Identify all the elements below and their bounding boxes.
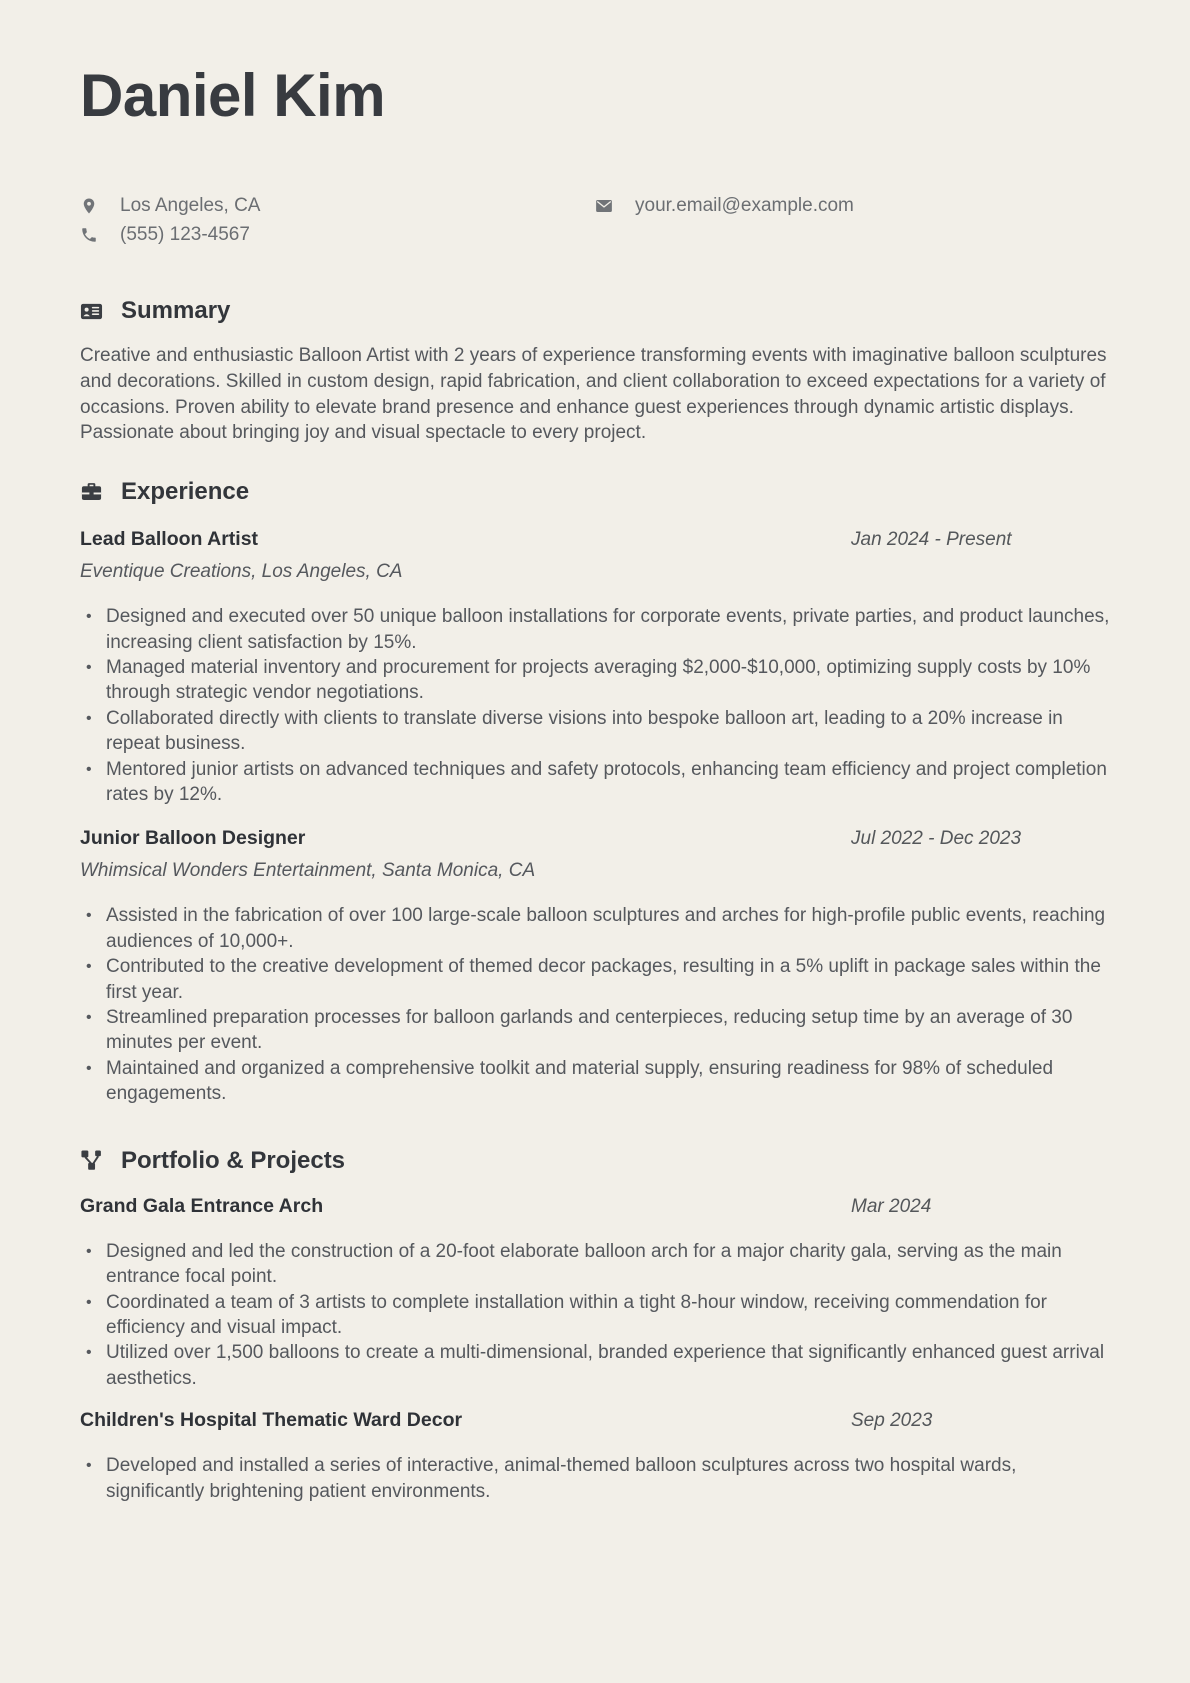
- portfolio-heading: Portfolio & Projects: [121, 1146, 346, 1174]
- contact-block: [80, 191, 1110, 249]
- project-title: Children's Hospital Thematic Ward Decor: [80, 1409, 463, 1432]
- portfolio-entry-head: [80, 1407, 1110, 1434]
- job-dates: Jan 2024 - Present: [851, 529, 1012, 551]
- portfolio-section-head: [80, 1145, 1110, 1177]
- experience-entry-head: [80, 526, 1110, 553]
- contact-column-left: [80, 191, 595, 249]
- job-company: Eventique Creations, Los Angeles, CA: [80, 561, 403, 583]
- job-bullet: • Designed and executed over 50 unique balloon installations for corporate events, private parties, and product launches, increasing client satisfaction by 15%.: [80, 604, 1110, 655]
- page-title: Daniel Kim: [80, 62, 386, 129]
- job-company: Whimsical Wonders Entertainment, Santa Monica, CA: [80, 860, 536, 882]
- job-title: Junior Balloon Designer: [80, 827, 306, 850]
- contact-email: [595, 191, 854, 220]
- job-dates: Jul 2022 - Dec 2023: [851, 828, 1022, 850]
- job-bullet: • Mentored junior artists on advanced techniques and safety protocols, enhancing team efficiency and project completion rates by 12%.: [80, 757, 1110, 808]
- job-bullet: • Assisted in the fabrication of over 100 large-scale balloon sculptures and arches for high-profile public events, reaching audiences of 10,000+.: [80, 903, 1110, 954]
- phone-text: (555) 123-4567: [120, 223, 250, 245]
- project-bullet: • Utilized over 1,500 balloons to create a multi-dimensional, branded experience that significantly enhanced guest arrival aesthetics.: [80, 1340, 1110, 1391]
- project-dates: Sep 2023: [851, 1410, 933, 1432]
- contact-phone: [80, 220, 595, 249]
- project-bullet: • Developed and installed a series of interactive, animal-themed balloon sculptures across two hospital wards, significantly brightening patient environments.: [80, 1453, 1110, 1504]
- project-bullet-list: [80, 1453, 1110, 1504]
- section-portfolio: [80, 1145, 1110, 1504]
- project-dates: Mar 2024: [851, 1195, 932, 1217]
- portfolio-entry: [80, 1407, 1110, 1504]
- summary-heading: Summary: [121, 297, 231, 324]
- experience-entry: [80, 825, 1110, 1106]
- id-card-icon: [80, 300, 103, 323]
- job-bullet: • Collaborated directly with clients to translate diverse visions into bespoke balloon art, leading to a 20% increase in repeat business.: [80, 706, 1110, 757]
- section-summary: [80, 295, 1110, 446]
- portfolio-entry-head: [80, 1193, 1110, 1220]
- project-bullet-list: [80, 1239, 1110, 1391]
- job-title: Lead Balloon Artist: [80, 528, 259, 551]
- job-bullet: • Maintained and organized a comprehensive toolkit and material supply, ensuring readiness for 98% of scheduled engagements.: [80, 1056, 1110, 1107]
- email-text: your.email@example.com: [635, 194, 854, 216]
- project-diagram-icon: [80, 1149, 103, 1172]
- summary-paragraph: Creative and enthusiastic Balloon Artist with 2 years of experience transforming events with imaginative balloon sculptures and decorations. Skilled in custom design, rapid fabrication, and client collaboration to exceed expectations for a variety of occasions. Proven ability to elevate brand presence and enhance guest experiences through dynamic artistic displays. Passionate about bringing joy and visual spectacle to every project.: [80, 345, 1107, 444]
- section-experience: [80, 476, 1110, 1107]
- contact-location: [80, 191, 595, 220]
- experience-entry: [80, 526, 1110, 807]
- experience-section-head: [80, 476, 1110, 508]
- experience-entry-head: [80, 825, 1110, 852]
- experience-heading: Experience: [121, 478, 250, 506]
- summary-section-head: [80, 295, 1110, 327]
- location-pin-icon: [80, 197, 98, 215]
- contact-column-right: [595, 191, 854, 249]
- job-bullet: • Streamlined preparation processes for balloon garlands and centerpieces, reducing setup time by an average of 30 minutes per event.: [80, 1005, 1110, 1056]
- project-bullet: • Designed and led the construction of a 20-foot elaborate balloon arch for a major charity gala, serving as the main entrance focal point.: [80, 1239, 1110, 1290]
- briefcase-icon: [80, 481, 103, 504]
- job-bullet-list: [80, 903, 1110, 1106]
- location-text: Los Angeles, CA: [120, 194, 261, 216]
- envelope-icon: [595, 197, 613, 215]
- job-bullet-list: [80, 604, 1110, 807]
- job-bullet: • Contributed to the creative development of themed decor packages, resulting in a 5% uplift in package sales within the first year.: [80, 954, 1110, 1005]
- project-title: Grand Gala Entrance Arch: [80, 1194, 324, 1217]
- portfolio-entry: [80, 1193, 1110, 1391]
- job-bullet: • Managed material inventory and procurement for projects averaging $2,000-$10,000, optimizing supply costs by 10% through strategic vendor negotiations.: [80, 655, 1110, 706]
- phone-icon: [80, 226, 98, 244]
- project-bullet: • Coordinated a team of 3 artists to complete installation within a tight 8-hour window, receiving commendation for efficiency and visual impact.: [80, 1290, 1110, 1341]
